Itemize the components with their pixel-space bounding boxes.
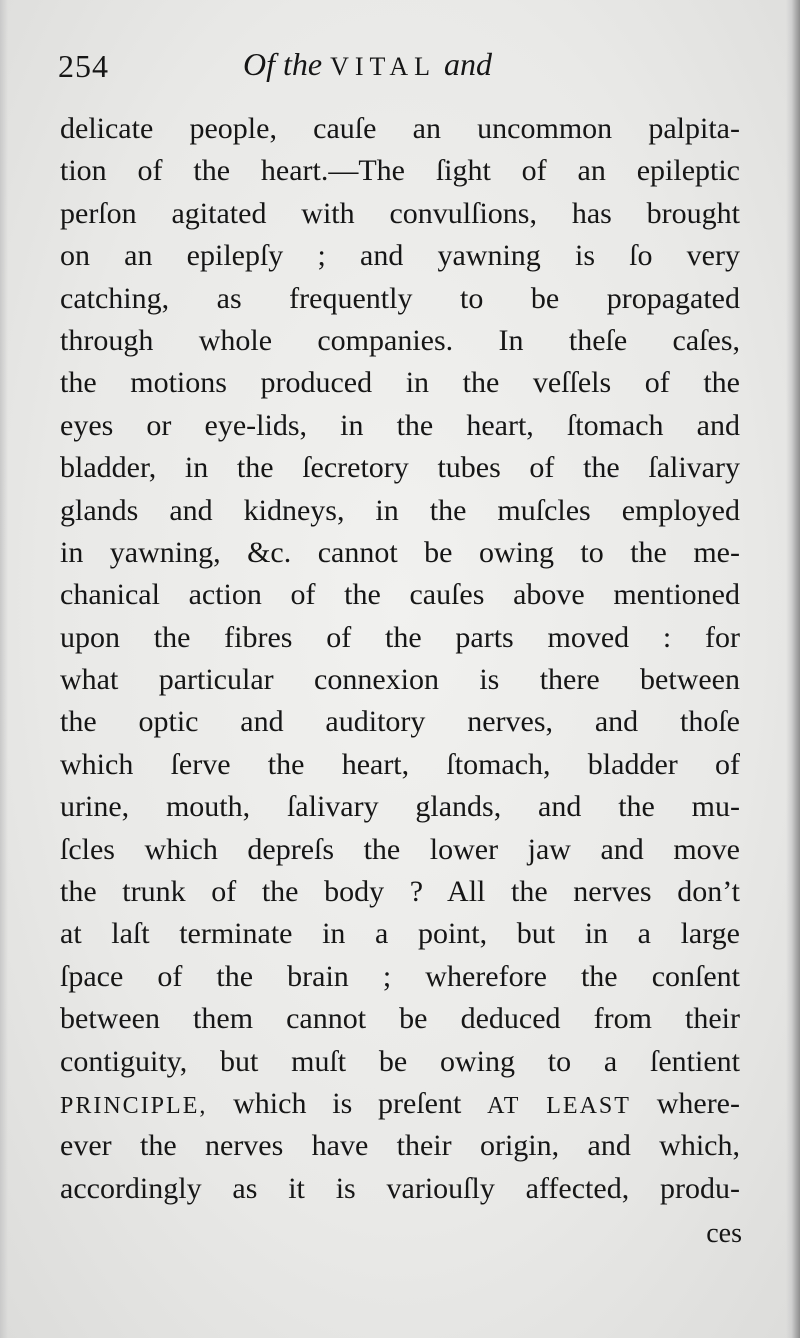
text-line: tion of the heart.—The ſight of an epileptic — [60, 154, 740, 188]
text-line: eyes or eye-lids, in the heart, ſtomach and — [60, 408, 740, 442]
text-fragment: which is preſent — [207, 1086, 488, 1120]
text-line: catching, as frequently to be propagated — [60, 281, 740, 315]
text-line: the trunk of the body ? All the nerves don’t — [60, 875, 740, 909]
small-caps-at-least: AT LEAST — [487, 1092, 631, 1119]
text-line: urine, mouth, ſalivary glands, and the mu- — [60, 790, 740, 824]
text-line: glands and kidneys, in the muſcles employed — [60, 493, 740, 527]
running-title-part1: Of the — [243, 46, 331, 82]
small-caps-principle: PRINCIPLE, — [60, 1092, 208, 1119]
text-line-principle — [60, 1083, 740, 1125]
page-number: 254 — [58, 48, 109, 84]
catchword: ces — [706, 1218, 742, 1249]
running-title-part3: and — [436, 46, 492, 82]
text-line: ſpace of the brain ; wherefore the conſent — [60, 959, 740, 993]
running-title-part2: VITAL — [330, 52, 436, 81]
text-line: bladder, in the ſecretory tubes of the ſalivary — [60, 451, 740, 485]
page-right-edge — [786, 0, 800, 1338]
text-line: chanical action of the cauſes above mentioned — [60, 578, 740, 612]
text-line: delicate people, cauſe an uncommon palpita- — [60, 112, 740, 145]
text-line: at laſt terminate in a point, but in a large — [60, 917, 740, 951]
text-line: contiguity, but muſt be owing to a ſentient — [60, 1044, 740, 1078]
text-line: the motions produced in the veſſels of the — [60, 366, 740, 400]
text-line: upon the fibres of the parts moved : for — [60, 620, 740, 654]
body-text — [60, 108, 740, 1210]
text-line: on an epilepſy ; and yawning is ſo very — [60, 239, 740, 273]
running-title — [243, 46, 492, 83]
text-line: ever the nerves have their origin, and which, — [60, 1129, 740, 1163]
page-left-edge — [0, 0, 8, 1338]
text-line: which ſerve the heart, ſtomach, bladder of — [60, 747, 740, 781]
text-line: what particular connexion is there between — [60, 663, 740, 697]
text-fragment: where- — [630, 1086, 740, 1120]
text-line: accordingly as it is variouſly affected, produ- — [60, 1171, 740, 1205]
text-line: ſcles which depreſs the lower jaw and move — [60, 832, 740, 866]
text-line: between them cannot be deduced from their — [60, 1002, 740, 1036]
text-line: the optic and auditory nerves, and thoſe — [60, 705, 740, 739]
text-line: in yawning, &c. cannot be owing to the me- — [60, 535, 740, 569]
text-line: through whole companies. In theſe caſes, — [60, 323, 740, 357]
text-line: perſon agitated with convulſions, has brought — [60, 196, 740, 230]
page-header — [58, 40, 738, 90]
